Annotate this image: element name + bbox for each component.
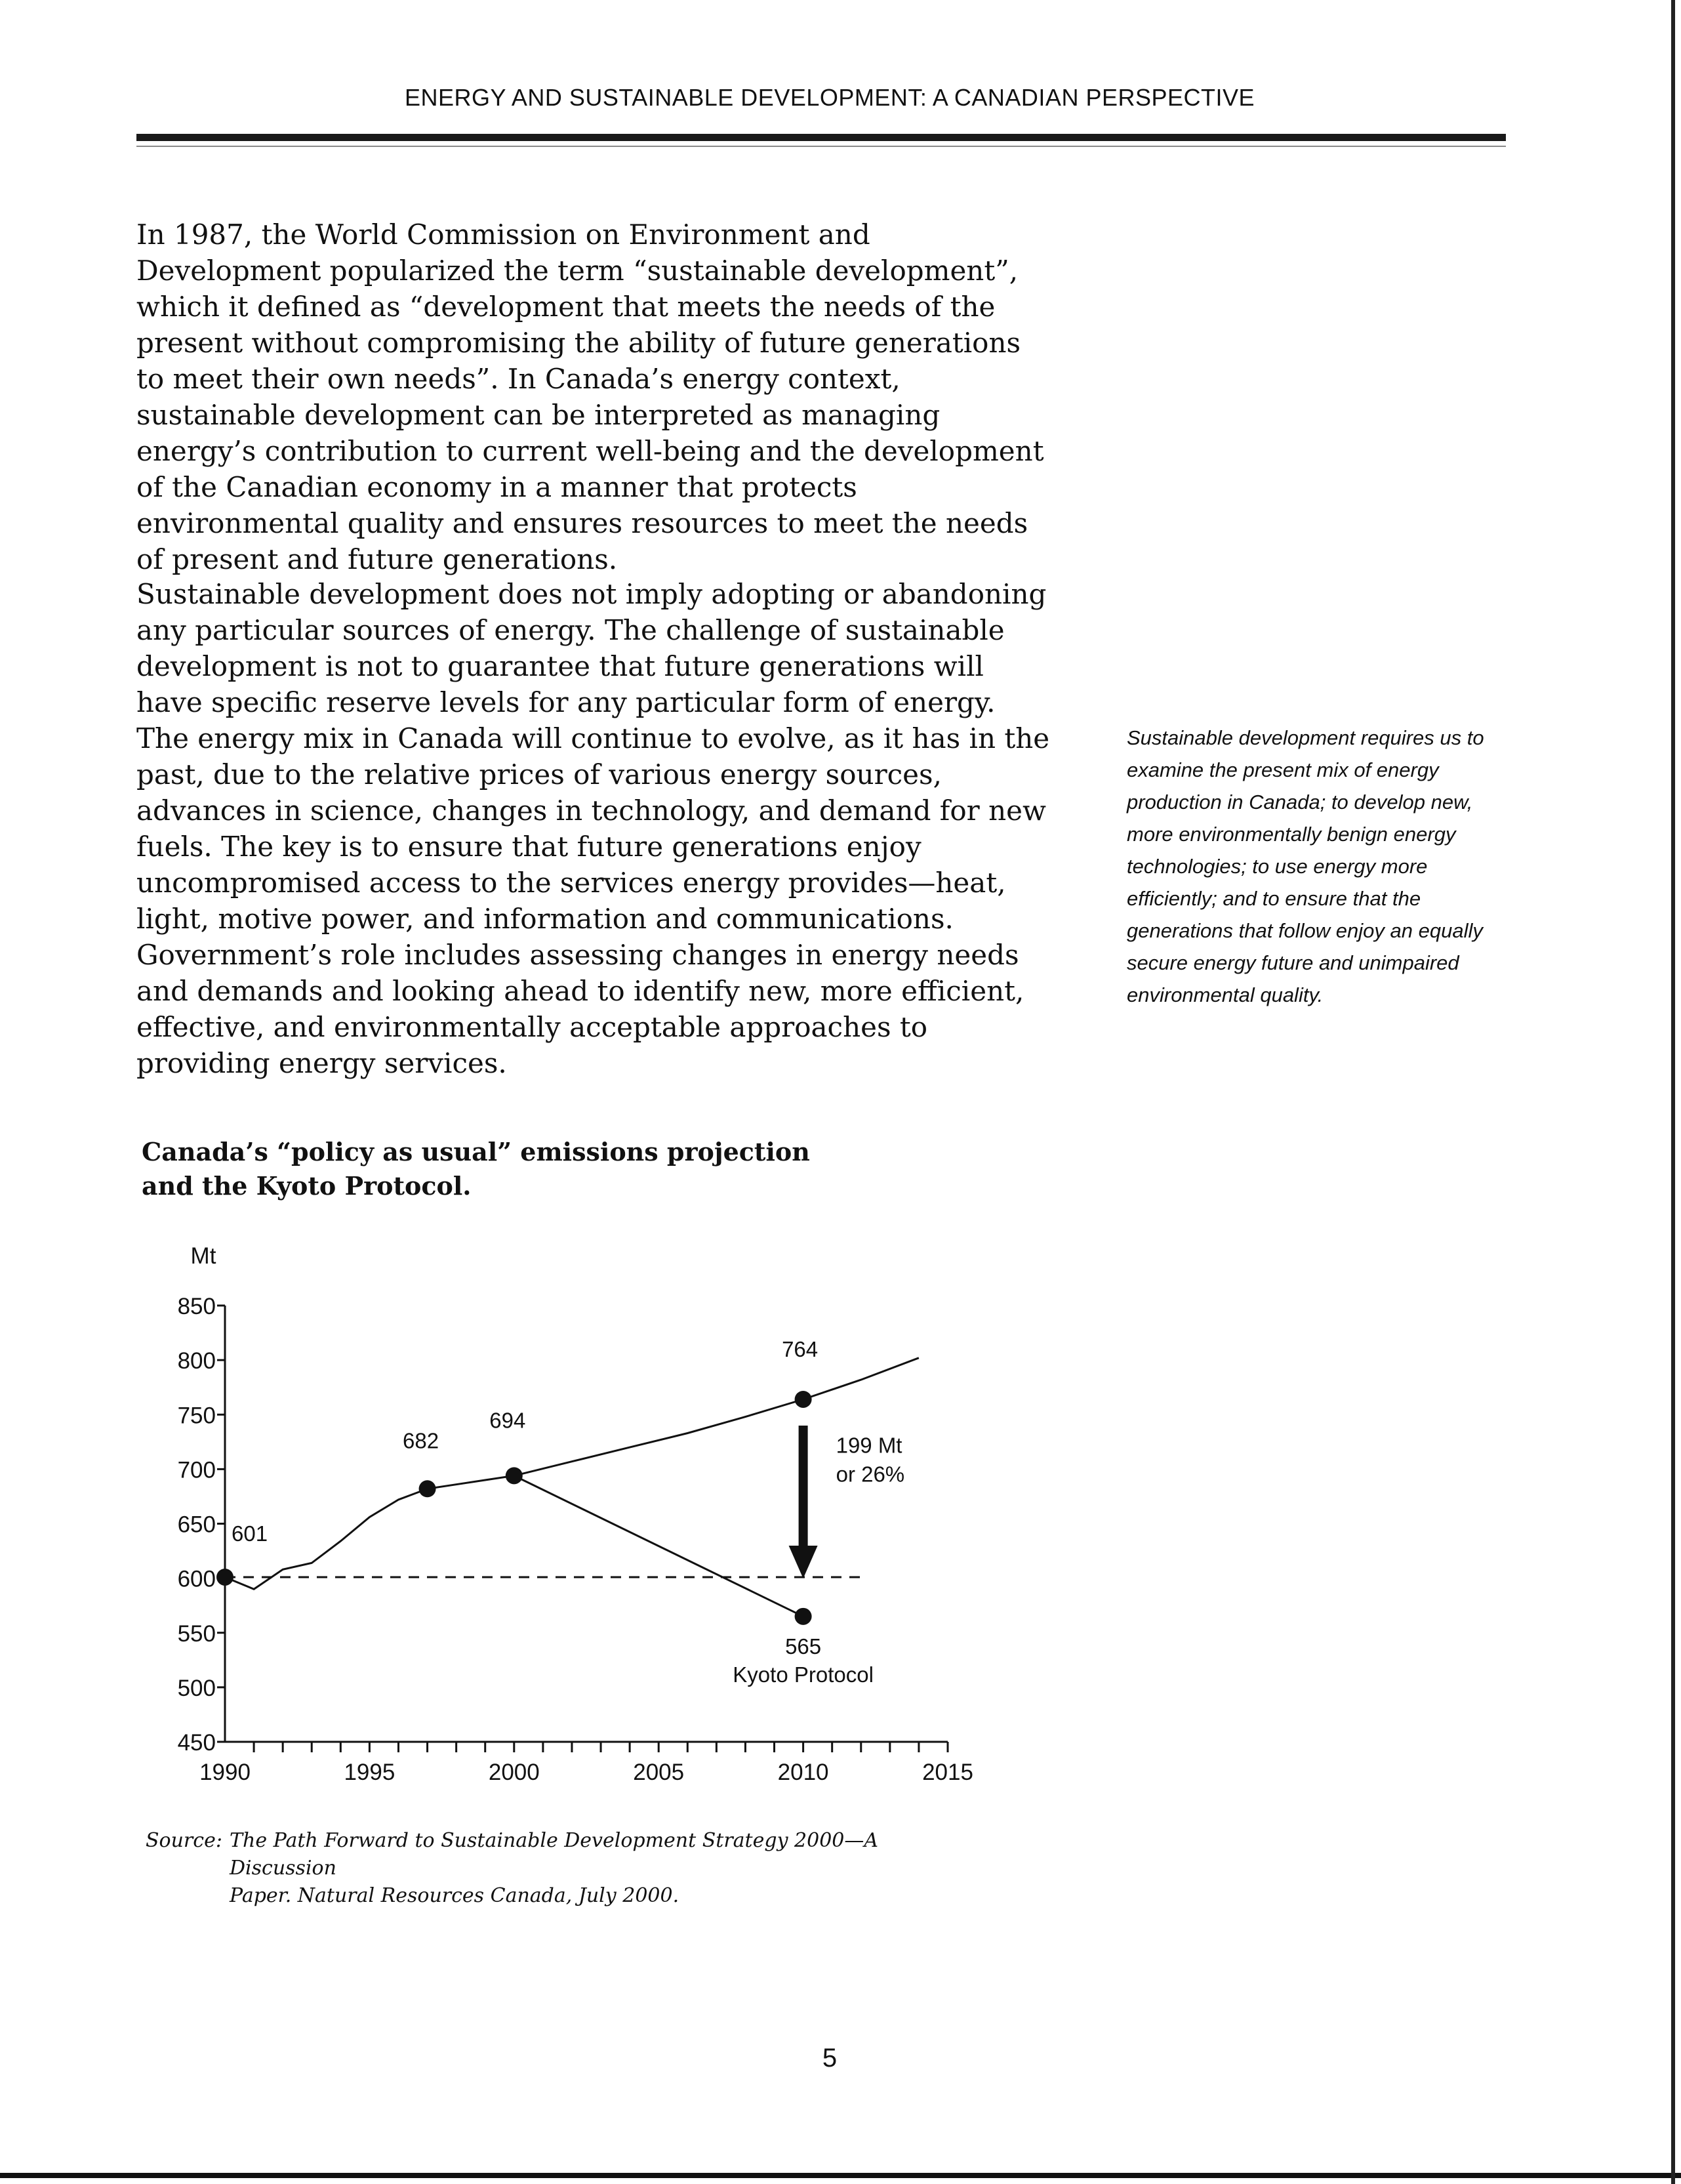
- data-label-601: 601: [232, 1521, 268, 1546]
- x-tick-label: 2015: [922, 1760, 973, 1785]
- gap-arrow-head: [789, 1546, 818, 1578]
- kyoto-protocol-label: Kyoto Protocol: [733, 1662, 874, 1687]
- y-tick-label: 850: [177, 1294, 216, 1319]
- y-tick-label: 750: [177, 1403, 216, 1429]
- page-edge: [1671, 0, 1675, 2184]
- header-rule: [136, 134, 1506, 141]
- data-label-764: 764: [782, 1336, 819, 1361]
- data-label-565: 565: [785, 1634, 822, 1659]
- y-tick-label: 700: [177, 1457, 216, 1483]
- y-tick-label: 450: [177, 1730, 216, 1756]
- data-label-694: 694: [489, 1408, 526, 1433]
- data-point-682: [419, 1480, 436, 1497]
- body-paragraph-2: Sustainable development does not imply adopting or abandoning any particular sources of energy. The challenge of sustainable development is not to guarantee that future generations will have specific reserve levels for any particular form of energy. The energy mix in Canada will continue to evolve, as it has in the past, due to the relative prices of various energy sources, advances in science, changes in technology, and demand for new fuels. The key is to ensure that future generations enjoy uncompromised access to the services energy provides—heat, light, motive power, and information and communications. Government’s role includes assessing changes in energy needs and demands and looking ahead to identify new, more efficient, effective, and environmentally acceptable approaches to providing energy services.: [136, 578, 1050, 1079]
- x-tick-label: 2010: [777, 1760, 829, 1785]
- data-point-601: [216, 1569, 233, 1586]
- gap-annotation-line-1: 199 Mt: [836, 1433, 902, 1458]
- emissions-chart: [131, 1233, 1010, 1811]
- source-text: [230, 1827, 990, 1910]
- data-point-565: [795, 1608, 812, 1625]
- gap-annotation-line-2: or 26%: [836, 1462, 905, 1487]
- body-paragraph-1: In 1987, the World Commission on Environment and Development popularized the term “sustainable development”, which it defined as “development that meets the needs of the present without compromising the ability of future generations to meet their own needs”. In Canada’s energy context, sustainable development can be interpreted as managing energy’s contribution to current well-being and the development of the Canadian economy in a manner that protects environmental quality and ensures resources to meet the needs of present and future generations.: [136, 218, 1044, 575]
- footer-rule: [0, 2173, 1681, 2178]
- y-tick-label: 650: [177, 1512, 216, 1538]
- data-label-682: 682: [403, 1428, 439, 1453]
- series-line-policy-as-usual: [225, 1358, 919, 1590]
- page-number: 5: [822, 2044, 838, 2072]
- chart-plot-area: [178, 1243, 973, 1785]
- x-tick-label: 1995: [344, 1760, 395, 1785]
- y-tick-label: 800: [177, 1348, 216, 1374]
- header-rule-thin: [136, 146, 1506, 147]
- y-tick-label: 500: [177, 1675, 216, 1701]
- gap-arrow-shaft: [799, 1426, 808, 1550]
- x-tick-label: 2005: [633, 1760, 685, 1785]
- running-header: ENERGY AND SUSTAINABLE DEVELOPMENT: A CANADIAN PERSPECTIVE: [404, 84, 1255, 111]
- x-tick-label: 2000: [488, 1760, 540, 1785]
- figure-title: [142, 1135, 929, 1203]
- series-line-kyoto-target-path: [514, 1475, 803, 1616]
- sidebar-note: Sustainable development requires us to examine the present mix of energy production in Canada; to develop new, more environmentally benign energy technologies; to use energy more efficiently; and to ensure that the generations that follow enjoy an equally secure energy future and unimpaired environmental quality.: [1127, 726, 1484, 1006]
- y-axis-title: Mt: [190, 1243, 216, 1269]
- data-point-694: [506, 1467, 523, 1484]
- y-tick-label: 550: [177, 1620, 216, 1647]
- figure-title-line-2: and the Kyoto Protocol.: [142, 1171, 472, 1201]
- source-text-line-2: Paper. Natural Resources Canada, July 2000.: [230, 1884, 679, 1907]
- figure-title-line-1: Canada’s “policy as usual” emissions projection: [142, 1137, 810, 1166]
- source-label: Source:: [146, 1829, 222, 1852]
- x-tick-label: 1990: [199, 1760, 251, 1785]
- data-point-764: [795, 1391, 812, 1408]
- y-tick-label: 600: [177, 1566, 216, 1592]
- source-text-line-1: The Path Forward to Sustainable Development Strategy 2000—A Discussion: [230, 1829, 879, 1880]
